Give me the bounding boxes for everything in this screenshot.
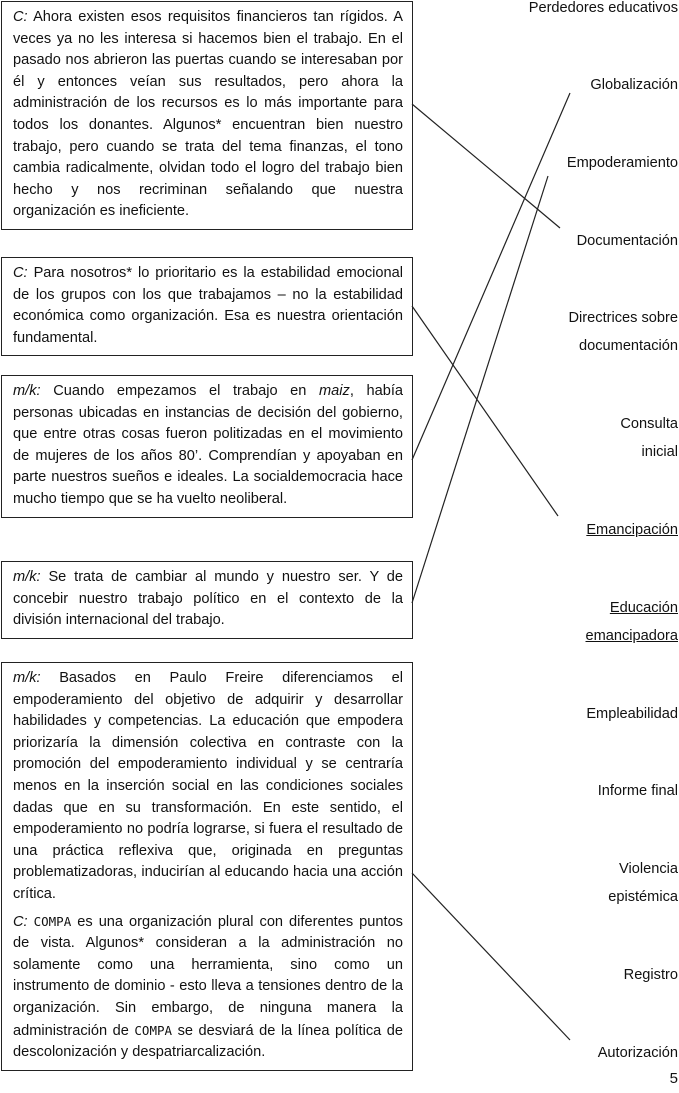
connector-box3-globalizacion	[412, 93, 570, 460]
quote-text-5b: C: COMPA es una organización plural con diferentes puntos de vista. Algunos* consideran a la administración no solamente como una herramienta, sino como un instrumento de dominio - esto lleva a tensiones dentro de la organización. Sin embargo, de ninguna manera la administración de COMPA se desviará de la línea política de descolonización y despatriarcalización.	[13, 913, 403, 1061]
keyword-line: Autorización	[597, 1045, 678, 1061]
keyword-line: Consulta	[620, 416, 678, 432]
speaker-label: m/k:	[13, 383, 41, 399]
speaker-label: C:	[13, 9, 28, 25]
keyword-line: Perdedores educativos	[528, 0, 678, 16]
speaker-label: C:	[13, 265, 28, 281]
keyword-line: Directrices sobre	[568, 310, 678, 326]
quote-fragment: , había personas ubicadas en instancias de decisión del gobierno, que entre otras cosas fueron politizadas en el movimiento de mujeres de los años 80’. Comprendían y apoyaban en parte nuestros sueños e ideales. La socialdemocracia hace mucho tiempo que se ha vuelto neoliberal.	[13, 383, 403, 507]
quote-fragment: Para nosotros* lo prioritario es la estabilidad emocional de los grupos con los que trabajamos – no la estabilidad económica como organización. Esa es nuestra orientación fundamental.	[13, 265, 403, 346]
keyword-line: Registro	[623, 967, 678, 983]
org-name: COMPA	[33, 913, 72, 929]
keyword-line: Emancipación	[586, 522, 678, 538]
org-name: COMPA	[134, 1022, 173, 1038]
keyword-line: Informe final	[597, 783, 678, 799]
keyword-line: Educación	[609, 600, 678, 616]
keyword-line: Documentación	[576, 233, 678, 249]
keyword-line: Globalización	[590, 77, 678, 93]
quote-text-5a: m/k: Basados en Paulo Freire diferenciamos el empoderamiento del objetivo de adquirir y desarrollar habilidades y competencias. La educación que empodera priorizaría la dimensión colectiva en contraste con la promoción del empoderamiento individual y se centraría menos en la inserción social en las condiciones sociales dadas que en su transformación. En este sentido, el empoderamiento no podría lograrse, si fuera el resultado de una práctica reflexiva que, originada en preguntas problematizadoras, inducirían al educando hacia una acción crítica.	[13, 670, 403, 902]
connector-box4-empoderamiento	[412, 176, 548, 603]
keyword-line: Empleabilidad	[586, 706, 678, 722]
speaker-label: m/k:	[13, 569, 41, 585]
keyword-line: Violencia	[619, 861, 678, 877]
keyword-line: inicial	[641, 444, 678, 460]
quote-fragment: Cuando empezamos el trabajo en	[53, 383, 319, 399]
quote-fragment: Ahora existen esos requisitos financieros tan rígidos. A veces ya no les interesa si hacemos bien el trabajo. En el pasado nos abrieron las puertas cuando se interesaban por él y entonces veían sus resultados, pero ahora la administración de los recursos es lo más importante para todos los donantes. Algunos* encuentran bien nuestro trabajo, pero cuando se trata del tema finanzas, el tono cambia radicalmente, olvidan todo el logro del trabajo bien hecho y nos recriminan señalando que nuestra organización es ineficiente.	[13, 9, 404, 220]
page-number: 5	[669, 1070, 678, 1087]
keyword-line: documentación	[579, 338, 678, 354]
keyword-line: epistémica	[608, 889, 678, 905]
connector-box5-autorizacion	[412, 873, 570, 1040]
keyword-line: emancipadora	[585, 628, 678, 644]
quote-fragment: Se trata de cambiar al mundo y nuestro ser. Y de concebir nuestro trabajo político en el contexto de la división internacional del trabajo.	[13, 569, 404, 629]
quote-fragment: maiz	[319, 383, 350, 399]
connector-box2-emancipacion	[412, 306, 558, 516]
keyword-line: Empoderamiento	[566, 155, 678, 171]
